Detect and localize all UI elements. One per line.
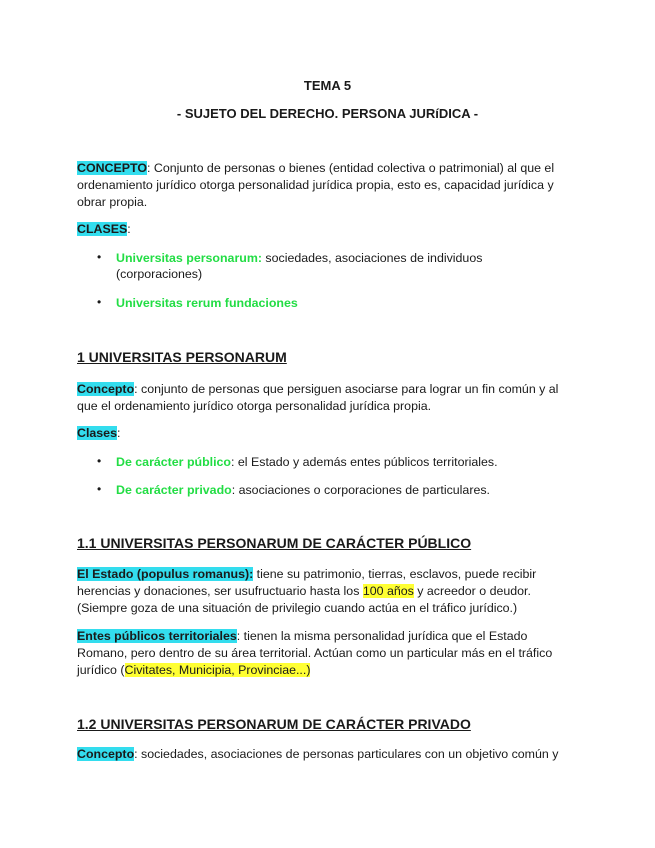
bullet-marker: •	[97, 295, 102, 309]
entes-label: Entes públicos territoriales	[77, 629, 237, 643]
clases-item-1-text: sociedades, asociaciones de individuos	[261, 251, 483, 265]
estado-label: El Estado (populus romanus):	[77, 567, 254, 581]
concepto-line-1	[77, 160, 554, 176]
section1-clases-colon: :	[116, 426, 121, 440]
page-subtitle: - SUJETO DEL DERECHO. PERSONA JURíDICA -	[176, 106, 479, 121]
list-item	[116, 482, 490, 498]
section1-item-1-text: : el Estado y además entes públicos territoriales.	[231, 455, 498, 469]
section1-concepto-line-1	[77, 381, 558, 397]
section1-item-2-term: De carácter privado	[116, 483, 232, 497]
clases-colon: :	[127, 222, 131, 236]
section12-concepto-label: Concepto	[77, 747, 135, 761]
section1-concepto-label: Concepto	[77, 382, 135, 396]
concepto-line-3: obrar propia.	[77, 195, 148, 209]
list-item	[116, 295, 298, 311]
entes-line-2: Romano, pero dentro de su área territorial. Actúan como un particular más en el tráfico	[77, 646, 553, 660]
page-title: TEMA 5	[303, 78, 352, 93]
entes-text-1: : tienen la misma personalidad jurídica que el Estado	[236, 629, 528, 643]
entes-line-1	[77, 628, 527, 644]
estado-line-3: (Siempre goza de una situación de privilegio cuando actúa en el tráfico jurídico.)	[77, 601, 518, 615]
clases-item-1-text-2: (corporaciones)	[116, 267, 203, 281]
clases-item-1-term: Universitas personarum:	[116, 251, 262, 265]
section-heading-1-1: 1.1 UNIVERSITAS PERSONARUM DE CARÁCTER PÚBLICO	[77, 535, 472, 551]
section1-clases-label: Clases	[77, 426, 117, 440]
section12-concepto-text: : sociedades, asociaciones de personas particulares con un objetivo común y	[134, 747, 559, 761]
concepto-label: CONCEPTO	[77, 161, 147, 175]
estado-highlight: 100 años	[362, 584, 414, 598]
entes-line-3	[77, 662, 310, 678]
concepto-line-2: ordenamiento jurídico otorga personalidad jurídica propia, esto es, capacidad jurídica y	[77, 178, 554, 192]
section1-item-1-term: De carácter público	[116, 455, 232, 469]
clases-label: CLASES	[77, 222, 128, 236]
section1-item-2-text: : asociaciones o corporaciones de particulares.	[231, 483, 490, 497]
entes-highlight: Civitates, Municipia, Provinciae...)	[124, 663, 311, 677]
section-heading-1: 1 UNIVERSITAS PERSONARUM	[77, 349, 287, 365]
bullet-marker: •	[97, 454, 102, 468]
section1-concepto-text: : conjunto de personas que persiguen asociarse para lograr un fin común y al	[134, 382, 559, 396]
estado-text-2b: y acreedor o deudor.	[413, 584, 531, 598]
estado-text-1: tiene su patrimonio, tierras, esclavos, puede recibir	[253, 567, 537, 581]
estado-line-1	[77, 566, 536, 582]
section12-concepto-line-1	[77, 746, 558, 762]
section1-clases-line	[77, 425, 120, 441]
estado-text-2a: herencias y donaciones, ser usufructuario hasta los	[77, 584, 363, 598]
list-item	[116, 454, 498, 470]
section1-concepto-line-2: que el ordenamiento jurídico otorga personalidad jurídica propia.	[77, 399, 432, 413]
clases-line	[77, 221, 131, 237]
section-heading-1-2: 1.2 UNIVERSITAS PERSONARUM DE CARÁCTER PRIVADO	[77, 716, 471, 732]
concepto-text-1: : Conjunto de personas o bienes (entidad colectiva o patrimonial) al que el	[147, 161, 555, 175]
estado-line-2	[77, 583, 531, 599]
bullet-marker: •	[97, 250, 102, 264]
bullet-marker: •	[97, 482, 102, 496]
clases-item-2-term: Universitas rerum fundaciones	[116, 296, 298, 310]
list-item	[116, 250, 482, 266]
entes-text-3a: jurídico (	[77, 663, 125, 677]
